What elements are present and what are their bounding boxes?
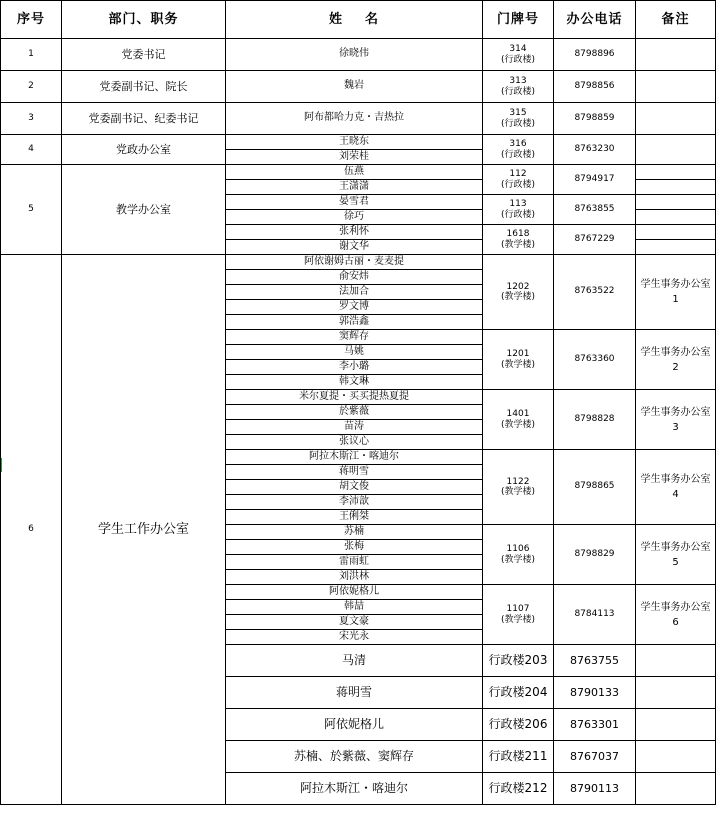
dept-cell: 学生工作办公室 — [62, 255, 226, 805]
note-cell — [636, 165, 716, 180]
name-cell: 魏岩 — [226, 71, 483, 103]
name-cell: 阿依妮格儿 — [226, 585, 483, 600]
note-cell — [636, 135, 716, 165]
phone-cell: 8767037 — [554, 741, 636, 773]
seq-cell: 6 — [1, 255, 62, 805]
note-cell — [636, 210, 716, 225]
door-number: 316 — [509, 139, 527, 150]
door-cell — [483, 450, 554, 525]
name-cell: 窦辉存 — [226, 330, 483, 345]
phone-cell: 8763301 — [554, 709, 636, 741]
name-cell: 宋光永 — [226, 630, 483, 645]
header-note: 备注 — [636, 1, 716, 39]
note-cell: 学生事务办公室6 — [636, 585, 716, 645]
name-cell: 苗涛 — [226, 420, 483, 435]
phone-cell: 8763755 — [554, 645, 636, 677]
dept-cell: 党委副书记、院长 — [62, 71, 226, 103]
name-cell: 伍燕 — [226, 165, 483, 180]
door-number: 112 — [509, 169, 527, 180]
name-cell: 於紫薇 — [226, 405, 483, 420]
name-cell: 谢文华 — [226, 240, 483, 255]
name-cell: 苏楠 — [226, 525, 483, 540]
door-building: (行政楼) — [500, 118, 536, 129]
note-cell — [636, 180, 716, 195]
name-cell: 阿依谢姆古丽・麦麦提 — [226, 255, 483, 270]
header-door: 门牌号 — [483, 1, 554, 39]
door-building: (行政楼) — [500, 149, 536, 160]
phone-cell: 8798865 — [554, 450, 636, 525]
door-building: (教学楼) — [500, 239, 536, 250]
door-number: 314 — [509, 44, 527, 55]
name-cell: 胡文俊 — [226, 480, 483, 495]
door-building: (教学楼) — [500, 554, 536, 565]
name-cell: 郭浩鑫 — [226, 315, 483, 330]
note-cell: 学生事务办公室5 — [636, 525, 716, 585]
phone-cell: 8798859 — [554, 103, 636, 135]
door-number: 113 — [509, 199, 527, 210]
phone-cell: 8790133 — [554, 677, 636, 709]
seq-cell: 5 — [1, 165, 62, 255]
phone-cell: 8794917 — [554, 165, 636, 195]
door-cell — [483, 225, 554, 255]
name-cell: 马姚 — [226, 345, 483, 360]
note-cell — [636, 39, 716, 71]
door-number: 313 — [509, 76, 527, 87]
door-building: (教学楼) — [500, 292, 536, 302]
phone-cell: 8790113 — [554, 773, 636, 805]
name-cell: 李小璐 — [226, 360, 483, 375]
seq-cell: 4 — [1, 135, 62, 165]
door-cell — [483, 103, 554, 135]
name-cell: 阿拉木斯江・喀迪尔 — [226, 450, 483, 465]
door-number: 1106 — [506, 544, 530, 555]
header-dept: 部门、职务 — [62, 1, 226, 39]
door-cell — [483, 255, 554, 330]
door-building: (教学楼) — [500, 614, 536, 625]
name-cell: 徐晓伟 — [226, 39, 483, 71]
table-row — [1, 39, 716, 71]
name-cell: 王晓东 — [226, 135, 483, 150]
note-cell — [636, 195, 716, 210]
name-cell: 米尔夏提・买买提热夏提 — [226, 390, 483, 405]
phone-cell: 8767229 — [554, 225, 636, 255]
door-cell: 行政楼212 — [483, 773, 554, 805]
door-building: (行政楼) — [500, 54, 536, 65]
name-cell: 苏楠、於紫薇、窦辉存 — [226, 741, 483, 773]
door-cell — [483, 39, 554, 71]
door-building: (行政楼) — [500, 209, 536, 220]
name-cell: 张梅 — [226, 540, 483, 555]
name-cell: 俞安炜 — [226, 270, 483, 285]
name-cell: 蒋明雪 — [226, 677, 483, 709]
door-building: (教学楼) — [500, 487, 536, 497]
name-cell: 韩喆 — [226, 600, 483, 615]
table-row — [1, 165, 716, 180]
door-cell — [483, 525, 554, 585]
note-cell — [636, 709, 716, 741]
door-cell — [483, 71, 554, 103]
door-building: (教学楼) — [500, 359, 536, 370]
note-cell — [636, 71, 716, 103]
dept-cell: 党委书记 — [62, 39, 226, 71]
door-number: 1401 — [506, 409, 530, 420]
door-number: 1107 — [506, 604, 530, 615]
name-cell: 韩文琳 — [226, 375, 483, 390]
name-cell: 张利怀 — [226, 225, 483, 240]
name-cell: 法加合 — [226, 285, 483, 300]
phone-cell: 8784113 — [554, 585, 636, 645]
phone-cell: 8798829 — [554, 525, 636, 585]
table-row — [1, 255, 716, 270]
dept-cell: 教学办公室 — [62, 165, 226, 255]
name-cell: 王潇潇 — [226, 180, 483, 195]
name-cell: 晏雪君 — [226, 195, 483, 210]
note-cell: 学生事务办公室3 — [636, 390, 716, 450]
name-cell: 雷雨虹 — [226, 555, 483, 570]
name-cell: 夏文豪 — [226, 615, 483, 630]
door-cell: 行政楼203 — [483, 645, 554, 677]
door-cell — [483, 585, 554, 645]
door-cell — [483, 195, 554, 225]
phone-cell: 8763230 — [554, 135, 636, 165]
note-cell — [636, 741, 716, 773]
name-cell: 阿依妮格儿 — [226, 709, 483, 741]
phone-cell: 8798856 — [554, 71, 636, 103]
name-cell: 张议心 — [226, 435, 483, 450]
header-phone: 办公电话 — [554, 1, 636, 39]
dept-cell: 党政办公室 — [62, 135, 226, 165]
door-cell: 行政楼204 — [483, 677, 554, 709]
name-cell: 刘洪林 — [226, 570, 483, 585]
table-row — [1, 71, 716, 103]
note-cell — [636, 225, 716, 240]
name-cell: 徐巧 — [226, 210, 483, 225]
note-cell: 学生事务办公室2 — [636, 330, 716, 390]
door-cell: 行政楼211 — [483, 741, 554, 773]
header-name: 姓 名 — [226, 1, 483, 39]
header-row — [1, 1, 716, 39]
phone-cell: 8763855 — [554, 195, 636, 225]
name-cell: 李沛歆 — [226, 495, 483, 510]
door-cell — [483, 330, 554, 390]
note-cell: 学生事务办公室1 — [636, 255, 716, 330]
door-cell: 行政楼206 — [483, 709, 554, 741]
phone-cell: 8763360 — [554, 330, 636, 390]
note-cell — [636, 103, 716, 135]
name-cell: 蒋明雪 — [226, 465, 483, 480]
door-number: 1618 — [506, 229, 530, 240]
name-cell: 罗文博 — [226, 300, 483, 315]
name-cell: 阿拉木斯江・喀迪尔 — [226, 773, 483, 805]
phone-cell: 8763522 — [554, 255, 636, 330]
note-cell — [636, 773, 716, 805]
door-cell — [483, 135, 554, 165]
seq-cell: 2 — [1, 71, 62, 103]
name-cell: 刘荣桂 — [226, 150, 483, 165]
dept-cell: 党委副书记、纪委书记 — [62, 103, 226, 135]
door-number: 1122 — [506, 476, 530, 487]
phone-cell: 8798828 — [554, 390, 636, 450]
door-building: (行政楼) — [500, 179, 536, 190]
door-cell — [483, 390, 554, 450]
table-row — [1, 135, 716, 150]
door-cell — [483, 165, 554, 195]
door-number: 1202 — [506, 281, 530, 292]
seq-cell: 1 — [1, 39, 62, 71]
note-cell — [636, 677, 716, 709]
header-seq: 序号 — [1, 1, 62, 39]
door-building: (教学楼) — [500, 419, 536, 430]
name-cell: 马清 — [226, 645, 483, 677]
table-row — [1, 103, 716, 135]
note-cell — [636, 645, 716, 677]
seq-cell: 3 — [1, 103, 62, 135]
door-number: 1201 — [506, 349, 530, 360]
door-number: 315 — [509, 108, 527, 119]
door-building: (行政楼) — [500, 86, 536, 97]
name-cell: 阿布都哈力克・吉热拉 — [226, 103, 483, 135]
name-cell: 王俐桀 — [226, 510, 483, 525]
phone-cell: 8798896 — [554, 39, 636, 71]
note-cell — [636, 240, 716, 255]
note-cell: 学生事务办公室4 — [636, 450, 716, 525]
